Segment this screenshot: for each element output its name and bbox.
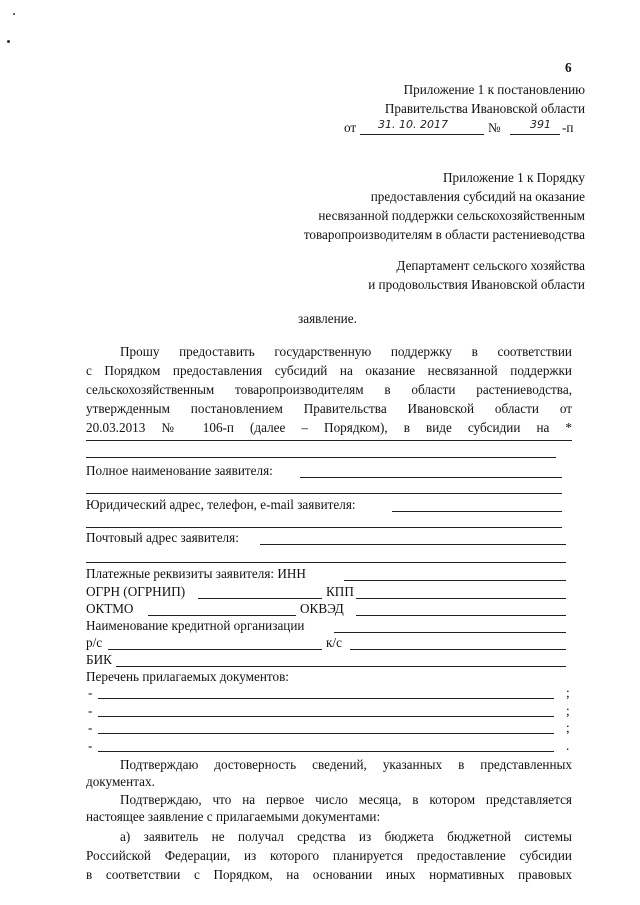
appendix-header-line1: Приложение 1 к постановлению bbox=[403, 82, 585, 97]
doc-item-line[interactable] bbox=[98, 698, 554, 699]
doc-item-end: . bbox=[566, 738, 570, 753]
doc-item-bullet: - bbox=[88, 738, 93, 753]
appendix-date: 31. 10. 2017 bbox=[378, 118, 448, 131]
scan-mark bbox=[7, 40, 10, 43]
full-name-label: Полное наименование заявителя: bbox=[86, 463, 273, 478]
ks-label: к/с bbox=[326, 635, 342, 650]
intro-line: утвержденным постановлением Правительства Ивановской области от bbox=[86, 401, 572, 416]
doc-item-bullet: - bbox=[88, 703, 93, 718]
appendix-no: № bbox=[488, 120, 501, 135]
addressee-line2: и продовольствия Ивановской области bbox=[368, 277, 585, 292]
doc-item-end: ; bbox=[566, 685, 570, 700]
inn-input-line[interactable] bbox=[344, 580, 566, 581]
legal-address-input-line[interactable] bbox=[392, 511, 562, 512]
kpp-input-line[interactable] bbox=[356, 598, 566, 599]
bik-label: БИК bbox=[86, 652, 112, 667]
doc-item-end: ; bbox=[566, 703, 570, 718]
appendix-suffix: -п bbox=[562, 120, 574, 135]
appendix-ot: от bbox=[344, 120, 357, 135]
intro-line: 20.03.2013 № 106-п (далее – Порядком), в виде субсидии на * bbox=[86, 420, 572, 435]
order-header-line4: товаропроизводителям в области растениеводства bbox=[303, 227, 585, 242]
okved-input-line[interactable] bbox=[356, 615, 566, 616]
doc-item-bullet: - bbox=[88, 720, 93, 735]
bank-name-input-line[interactable] bbox=[334, 632, 566, 633]
date-underline bbox=[360, 134, 484, 135]
rs-label: р/с bbox=[86, 635, 103, 650]
ogrn-label: ОГРН (ОГРНИП) bbox=[86, 584, 186, 599]
confirm1-line: документах. bbox=[86, 774, 155, 789]
ks-input-line[interactable] bbox=[350, 649, 566, 650]
page-number: 6 bbox=[565, 60, 572, 75]
confirm1-line: Подтверждаю достоверность сведений, указанных в представленных bbox=[120, 757, 572, 772]
blank-line bbox=[86, 440, 572, 441]
intro-line: сельскохозяйственным товаропроизводителям в области растениеводства, bbox=[86, 382, 572, 397]
okved-label: ОКВЭД bbox=[300, 601, 344, 616]
kpp-label: КПП bbox=[326, 584, 354, 599]
order-header-line2: предоставления субсидий на оказание bbox=[370, 189, 585, 204]
intro-line: с Порядком предоставления субсидий на оказание несвязанной поддержки bbox=[86, 363, 572, 378]
blank-line[interactable] bbox=[86, 562, 566, 563]
item-a-line: Российской Федерации, из которого планируется предоставление субсидии bbox=[86, 848, 572, 863]
doc-item-line[interactable] bbox=[98, 733, 554, 734]
intro-line: Прошу предоставить государственную поддержку в соответствии bbox=[120, 344, 572, 359]
item-a-line: в соответствии с Порядком, на основании иных нормативных правовых bbox=[86, 867, 572, 882]
confirm2-line: Подтверждаю, что на первое число месяца, в котором представляется bbox=[120, 792, 572, 807]
number-underline bbox=[510, 134, 560, 135]
bank-name-label: Наименование кредитной организации bbox=[86, 618, 305, 633]
order-header-line1: Приложение 1 к Порядку bbox=[443, 170, 585, 185]
order-header-line3: несвязанной поддержки сельскохозяйственным bbox=[318, 208, 585, 223]
doc-item-end: ; bbox=[566, 720, 570, 735]
postal-address-label: Почтовый адрес заявителя: bbox=[86, 530, 239, 545]
oktmo-label: ОКТМО bbox=[86, 601, 134, 616]
postal-address-input-line[interactable] bbox=[260, 544, 566, 545]
confirm2-line: настоящее заявление с прилагаемыми документами: bbox=[86, 809, 381, 824]
blank-line bbox=[86, 457, 556, 458]
document-title: заявление. bbox=[298, 311, 357, 326]
appendix-header-line2: Правительства Ивановской области bbox=[384, 101, 585, 116]
doc-item-line[interactable] bbox=[98, 716, 554, 717]
scan-mark bbox=[13, 13, 15, 15]
doc-item-line[interactable] bbox=[98, 751, 554, 752]
blank-line[interactable] bbox=[86, 493, 562, 494]
rs-input-line[interactable] bbox=[108, 649, 322, 650]
doc-item-bullet: - bbox=[88, 685, 93, 700]
payment-inn-label: Платежные реквизиты заявителя: ИНН bbox=[86, 566, 306, 581]
legal-address-label: Юридический адрес, телефон, e-mail заявителя: bbox=[86, 497, 356, 512]
documents-list-label: Перечень прилагаемых документов: bbox=[86, 669, 289, 684]
addressee-line1: Департамент сельского хозяйства bbox=[396, 258, 585, 273]
full-name-input-line[interactable] bbox=[300, 477, 562, 478]
item-a-line: а) заявитель не получал средства из бюджета бюджетной системы bbox=[120, 829, 572, 844]
appendix-number: 391 bbox=[530, 118, 551, 131]
